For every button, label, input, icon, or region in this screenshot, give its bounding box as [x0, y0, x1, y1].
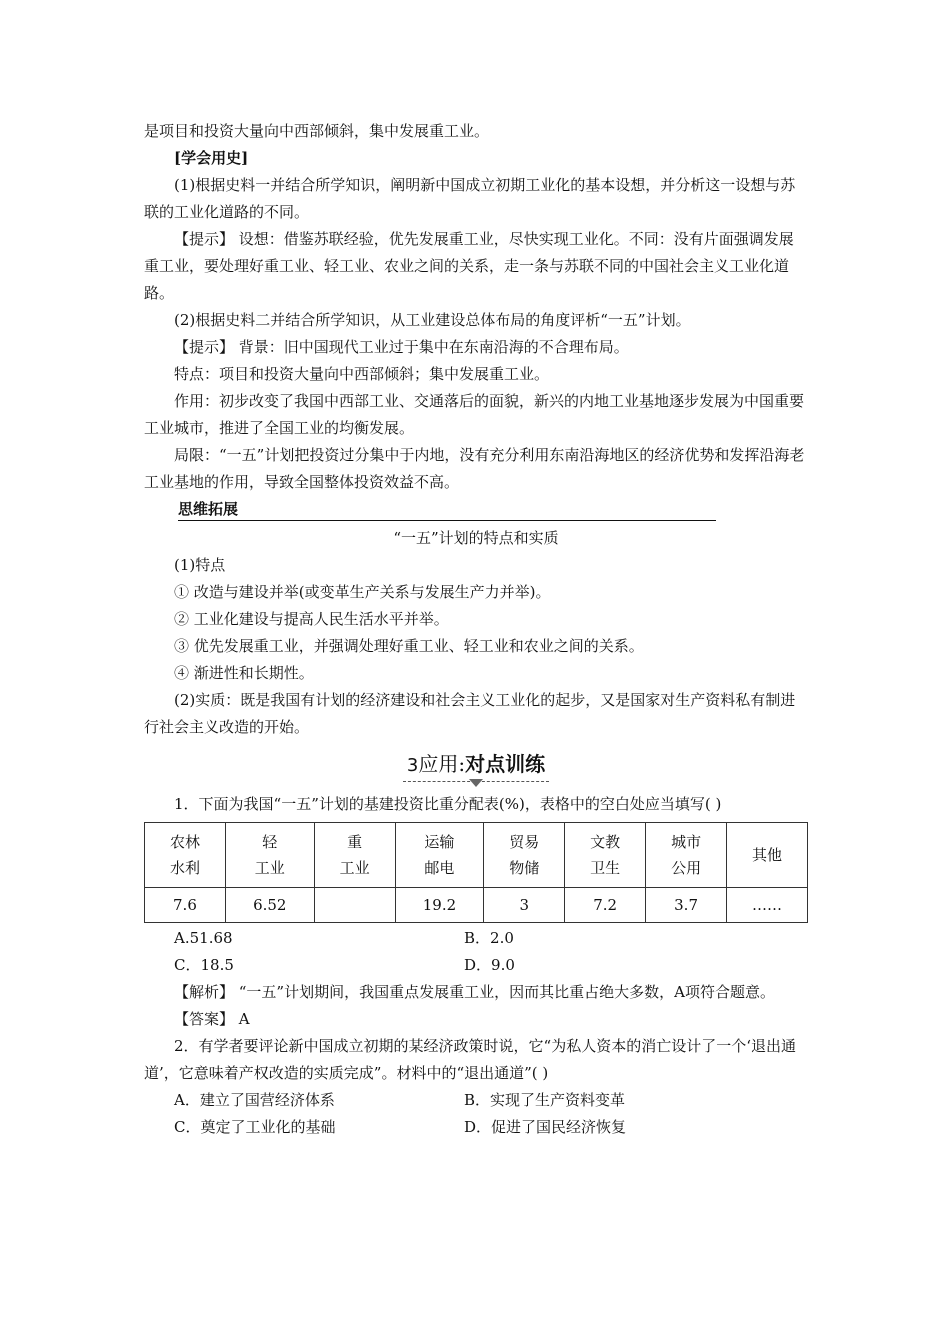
question-2-limit: 局限：“一五”计划把投资过分集中于内地，没有充分利用东南沿海地区的经济优势和发挥沿海老工业基地的作用，导致全国整体投资效益不高。	[144, 446, 805, 491]
table-header-cell: 其他	[727, 823, 808, 888]
option-d: D．促进了国民经济恢复	[464, 1118, 627, 1136]
option-d: D．9.0	[464, 956, 515, 974]
question-2-hint-background: 【提示】 背景：旧中国现代工业过于集中在东南沿海的不合理布局。	[174, 338, 629, 356]
table-header-cell: 农林 水利	[145, 823, 226, 888]
feature-item: ③ 优先发展重工业，并强调处理好重工业、轻工业和农业之间的关系。	[174, 637, 644, 655]
table-row	[145, 888, 808, 923]
table-cell: 19.2	[395, 888, 484, 923]
option-c: C．18.5	[174, 956, 234, 974]
exercise-2-options-row	[144, 1114, 808, 1141]
table-header-cell: 文教 卫生	[565, 823, 646, 888]
section-number: 3	[406, 755, 419, 776]
thinking-heading: 思维拓展	[178, 498, 716, 521]
table-cell: ……	[727, 888, 808, 923]
intro-tail: 是项目和投资大量向中西部倾斜，集中发展重工业。	[144, 122, 490, 140]
option-a: A.51.68	[174, 929, 233, 947]
feature-item: ② 工业化建设与提高人民生活水平并举。	[174, 610, 449, 628]
question-2-feature: 特点：项目和投资大量向中西部倾斜；集中发展重工业。	[174, 365, 550, 383]
table-cell: 3.7	[646, 888, 727, 923]
table-header-cell: 轻 工业	[225, 823, 314, 888]
option-b: B．实现了生产资料变革	[464, 1091, 626, 1109]
banner-arrow-icon	[469, 779, 483, 787]
feature-item: ④ 渐进性和长期性。	[174, 664, 314, 682]
option-b: B．2.0	[464, 929, 514, 947]
table-header-row	[145, 823, 808, 888]
section-banner	[144, 751, 808, 785]
question-2: (2)根据史料二并结合所学知识，从工业建设总体布局的角度评析“一五”计划。	[174, 311, 691, 329]
table-header-cell: 城市 公用	[646, 823, 727, 888]
exercise-2-stem: 2．有学者要评论新中国成立初期的某经济政策时说，它“为私人资本的消亡设计了一个‘退出通道’，它意味着产权改造的实质完成”。材料中的“退出通道”( )	[144, 1037, 796, 1082]
essence: (2)实质：既是我国有计划的经济建设和社会主义工业化的起步，又是国家对生产资料私有制进行社会主义改造的开始。	[144, 691, 796, 736]
exercise-1-answer: 【答案】 A	[174, 1010, 250, 1028]
feature-item: ① 改造与建设并举(或变革生产关系与发展生产力并举)。	[174, 583, 551, 601]
learn-heading: [学会用史]	[174, 149, 249, 167]
exercise-1-options-row	[144, 952, 808, 979]
features-label: (1)特点	[174, 556, 226, 574]
table-header-cell: 运输 邮电	[395, 823, 484, 888]
section-light-text: 应用:	[418, 752, 466, 776]
exercise-1-stem: 1．下面为我国“一五”计划的基建投资比重分配表(%)，表格中的空白处应当填写( )	[174, 795, 722, 813]
table-cell: 7.6	[145, 888, 226, 923]
exercise-1-analysis: 【解析】 “一五”计划期间，我国重点发展重工业，因而其比重占绝大多数，A项符合题意。	[174, 983, 775, 1001]
section-bold-text: 对点训练	[465, 752, 546, 776]
table-header-cell: 贸易 物储	[484, 823, 565, 888]
investment-table	[144, 822, 808, 923]
exercise-1-options-row	[144, 925, 808, 952]
option-c: C．奠定了工业化的基础	[174, 1118, 336, 1136]
table-cell: 7.2	[565, 888, 646, 923]
question-2-effect: 作用：初步改变了我国中西部工业、交通落后的面貌，新兴的内地工业基地逐步发展为中国重要工业城市，推进了全国工业的均衡发展。	[144, 392, 805, 437]
thinking-title: “一五”计划的特点和实质	[393, 529, 559, 547]
exercise-2-options-row	[144, 1087, 808, 1114]
table-cell-blank	[314, 888, 395, 923]
question-1-hint: 【提示】 设想：借鉴苏联经验，优先发展重工业，尽快实现工业化。不同：没有片面强调发展重工业，要处理好重工业、轻工业、农业之间的关系，走一条与苏联不同的中国社会主义工业化道路。	[144, 230, 794, 302]
table-header-cell: 重 工业	[314, 823, 395, 888]
table-cell: 6.52	[225, 888, 314, 923]
table-cell: 3	[484, 888, 565, 923]
document-page	[144, 118, 808, 1141]
question-1: (1)根据史料一并结合所学知识，阐明新中国成立初期工业化的基本设想，并分析这一设想与苏联的工业化道路的不同。	[144, 176, 796, 221]
option-a: A．建立了国营经济体系	[174, 1091, 335, 1109]
